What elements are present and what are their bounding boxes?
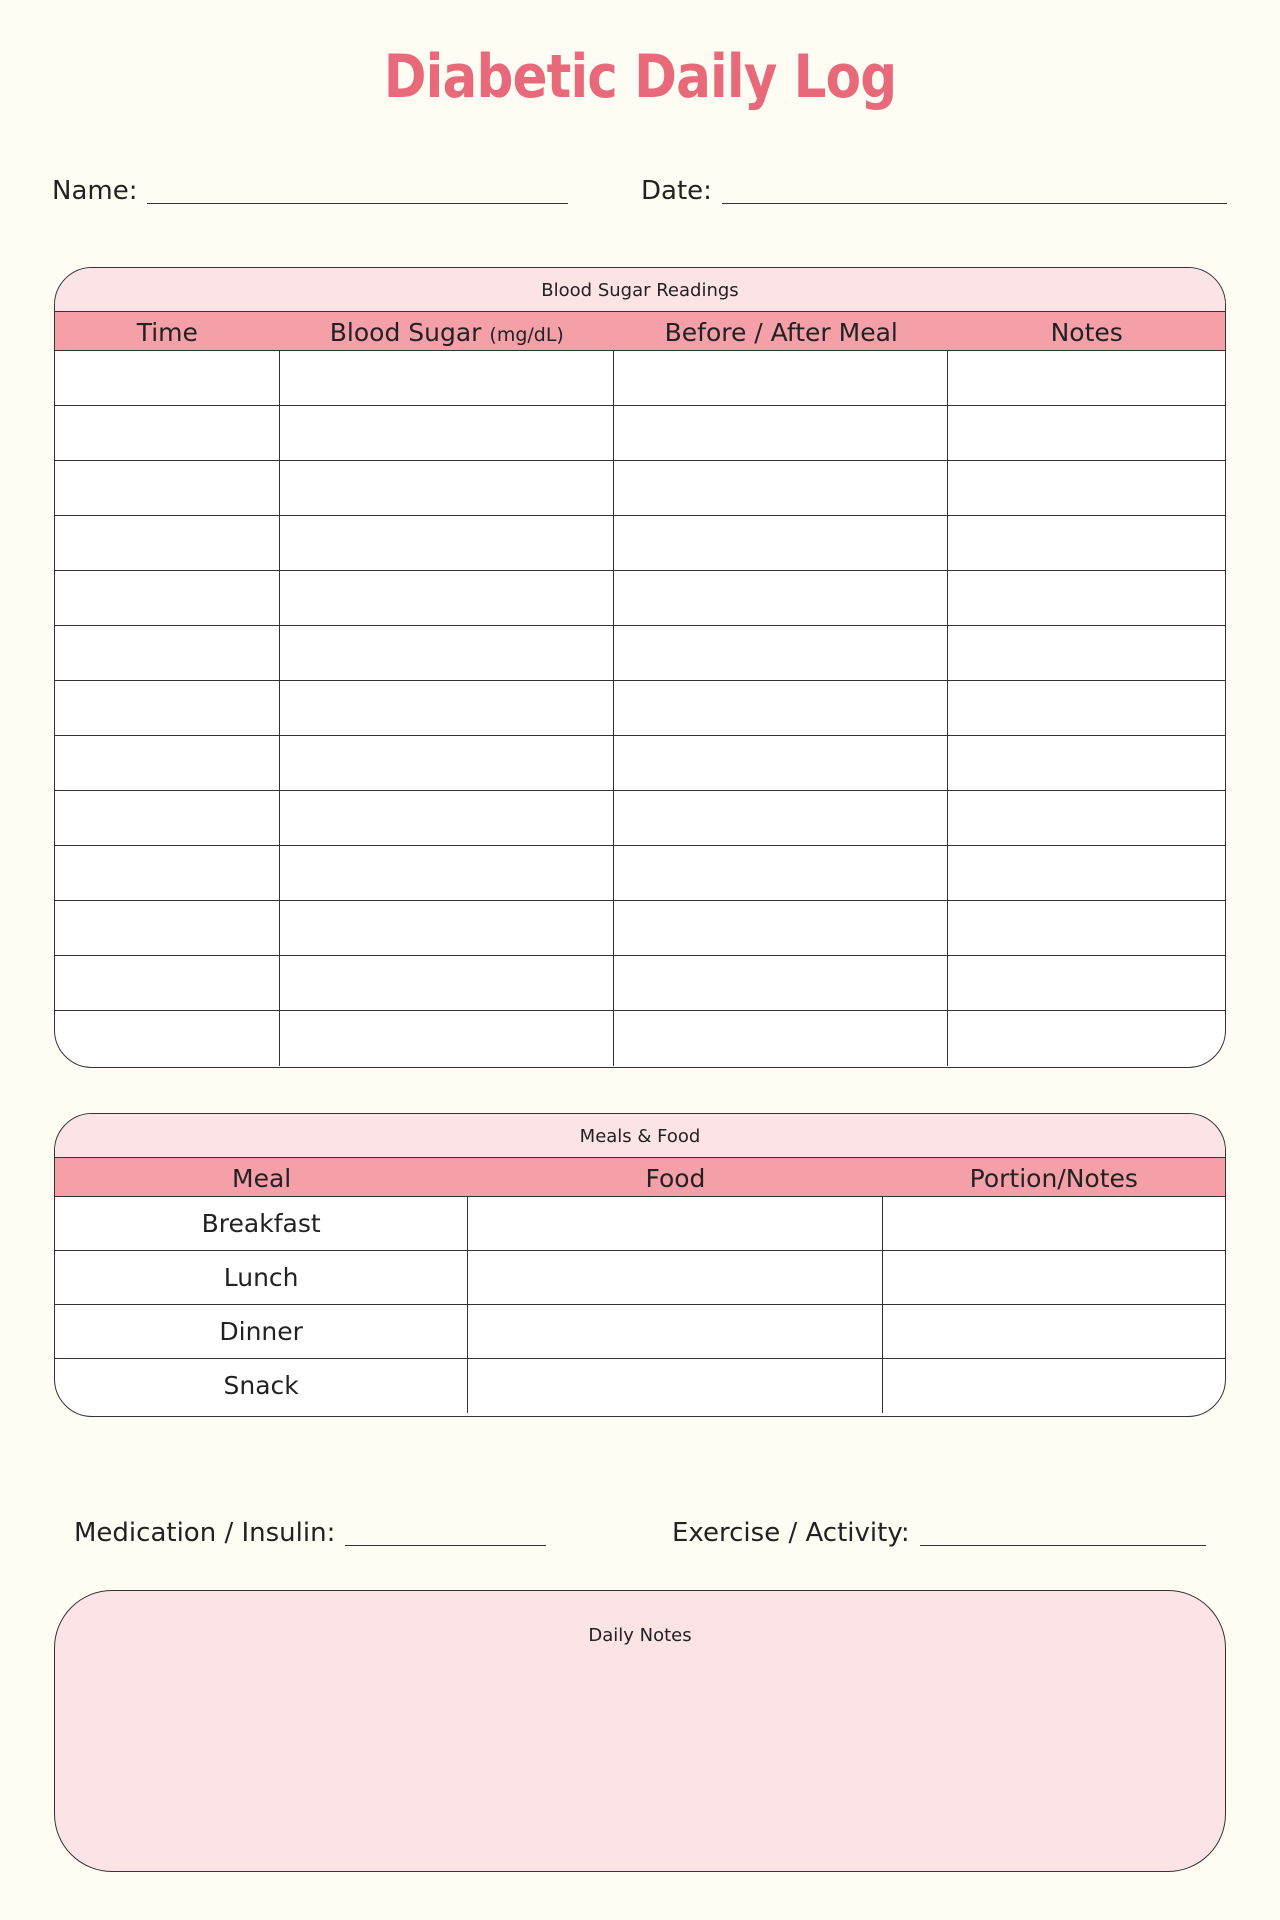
table-row: [55, 1197, 1225, 1251]
portion-notes-cell[interactable]: [883, 1251, 1225, 1304]
name-line[interactable]: [147, 202, 568, 204]
time-cell[interactable]: [55, 791, 280, 845]
blood-sugar-header: [55, 312, 1225, 351]
table-row: [55, 956, 1225, 1011]
time-cell[interactable]: [55, 1011, 280, 1066]
medication-line[interactable]: [345, 1544, 546, 1546]
time-cell[interactable]: [55, 681, 280, 735]
notes-cell[interactable]: [948, 846, 1225, 900]
medication-label: Medication / Insulin:: [74, 1518, 336, 1548]
exercise-label: Exercise / Activity:: [672, 1518, 910, 1548]
notes-cell[interactable]: [948, 791, 1225, 845]
date-label: Date:: [641, 176, 712, 206]
meal-label-cell: Breakfast: [55, 1197, 468, 1250]
notes-cell[interactable]: [948, 626, 1225, 680]
time-cell[interactable]: [55, 516, 280, 570]
before-after-cell[interactable]: [614, 791, 948, 845]
meal-label-cell: Lunch: [55, 1251, 468, 1304]
time-cell[interactable]: [55, 846, 280, 900]
time-cell[interactable]: [55, 461, 280, 515]
before-after-cell[interactable]: [614, 846, 948, 900]
meals-panel: [54, 1113, 1226, 1417]
table-row: [55, 406, 1225, 461]
blood-sugar-cell[interactable]: [280, 516, 614, 570]
before-after-cell[interactable]: [614, 626, 948, 680]
time-cell[interactable]: [55, 736, 280, 790]
notes-cell[interactable]: [948, 681, 1225, 735]
header-before-after-meal: Before / After Meal: [664, 318, 898, 347]
blood-sugar-cell[interactable]: [280, 736, 614, 790]
table-row: [55, 516, 1225, 571]
name-field[interactable]: [52, 178, 568, 204]
time-cell[interactable]: [55, 351, 280, 405]
blood-sugar-cell[interactable]: [280, 846, 614, 900]
portion-notes-cell[interactable]: [883, 1305, 1225, 1358]
header-portion-notes: Portion/Notes: [969, 1164, 1138, 1193]
time-cell[interactable]: [55, 406, 280, 460]
food-cell[interactable]: [468, 1359, 882, 1413]
table-row: [55, 626, 1225, 681]
exercise-field[interactable]: [672, 1520, 1206, 1546]
meals-header: [55, 1158, 1225, 1197]
header-time: Time: [136, 318, 198, 347]
meals-title: Meals & Food: [55, 1114, 1225, 1158]
notes-cell[interactable]: [948, 571, 1225, 625]
before-after-cell[interactable]: [614, 406, 948, 460]
before-after-cell[interactable]: [614, 736, 948, 790]
meal-rows: [55, 1197, 1225, 1413]
food-cell[interactable]: [468, 1305, 882, 1358]
header-blood-sugar: [280, 312, 614, 350]
date-field[interactable]: [641, 178, 1227, 204]
blood-sugar-cell[interactable]: [280, 406, 614, 460]
table-row: [55, 791, 1225, 846]
header-food: Food: [645, 1164, 706, 1193]
blood-sugar-cell[interactable]: [280, 791, 614, 845]
notes-cell[interactable]: [948, 956, 1225, 1010]
blood-sugar-cell[interactable]: [280, 351, 614, 405]
notes-cell[interactable]: [948, 1011, 1225, 1066]
before-after-cell[interactable]: [614, 461, 948, 515]
time-cell[interactable]: [55, 626, 280, 680]
table-row: [55, 461, 1225, 516]
blood-sugar-cell[interactable]: [280, 1011, 614, 1066]
daily-notes-panel[interactable]: [54, 1590, 1226, 1872]
meal-label-cell: Dinner: [55, 1305, 468, 1358]
blood-sugar-cell[interactable]: [280, 461, 614, 515]
notes-cell[interactable]: [948, 461, 1225, 515]
before-after-cell[interactable]: [614, 516, 948, 570]
exercise-line[interactable]: [920, 1544, 1206, 1546]
daily-notes-title: Daily Notes: [588, 1625, 692, 1646]
table-row: [55, 1011, 1225, 1066]
page-title: Diabetic Daily Log: [383, 42, 897, 112]
table-row: [55, 351, 1225, 406]
table-row: [55, 571, 1225, 626]
portion-notes-cell[interactable]: [883, 1359, 1225, 1413]
blood-sugar-title: Blood Sugar Readings: [55, 268, 1225, 312]
portion-notes-cell[interactable]: [883, 1197, 1225, 1250]
table-row: [55, 1359, 1225, 1413]
blood-sugar-rows: [55, 351, 1225, 1066]
blood-sugar-cell[interactable]: [280, 571, 614, 625]
meal-label-cell: Snack: [55, 1359, 468, 1413]
time-cell[interactable]: [55, 901, 280, 955]
blood-sugar-cell[interactable]: [280, 626, 614, 680]
before-after-cell[interactable]: [614, 681, 948, 735]
blood-sugar-cell[interactable]: [280, 681, 614, 735]
medication-field[interactable]: [74, 1520, 546, 1546]
before-after-cell[interactable]: [614, 571, 948, 625]
header-notes: Notes: [1050, 318, 1123, 347]
notes-cell[interactable]: [948, 406, 1225, 460]
blood-sugar-cell[interactable]: [280, 901, 614, 955]
table-row: [55, 846, 1225, 901]
before-after-cell[interactable]: [614, 901, 948, 955]
time-cell[interactable]: [55, 956, 280, 1010]
time-cell[interactable]: [55, 571, 280, 625]
name-label: Name:: [52, 176, 138, 206]
table-row: [55, 1251, 1225, 1305]
notes-cell[interactable]: [948, 736, 1225, 790]
header-blood-sugar-unit: (mg/dL): [489, 324, 564, 346]
table-row: [55, 736, 1225, 791]
table-row: [55, 1305, 1225, 1359]
notes-cell[interactable]: [948, 516, 1225, 570]
blood-sugar-panel: [54, 267, 1226, 1068]
before-after-cell[interactable]: [614, 956, 948, 1010]
blood-sugar-cell[interactable]: [280, 956, 614, 1010]
table-row: [55, 681, 1225, 736]
before-after-cell[interactable]: [614, 351, 948, 405]
header-blood-sugar-label: Blood Sugar: [329, 318, 482, 347]
table-row: [55, 901, 1225, 956]
food-cell[interactable]: [468, 1251, 882, 1304]
header-meal: Meal: [232, 1164, 292, 1193]
notes-cell[interactable]: [948, 901, 1225, 955]
food-cell[interactable]: [468, 1197, 882, 1250]
notes-cell[interactable]: [948, 351, 1225, 405]
before-after-cell[interactable]: [614, 1011, 948, 1066]
date-line[interactable]: [722, 202, 1227, 204]
